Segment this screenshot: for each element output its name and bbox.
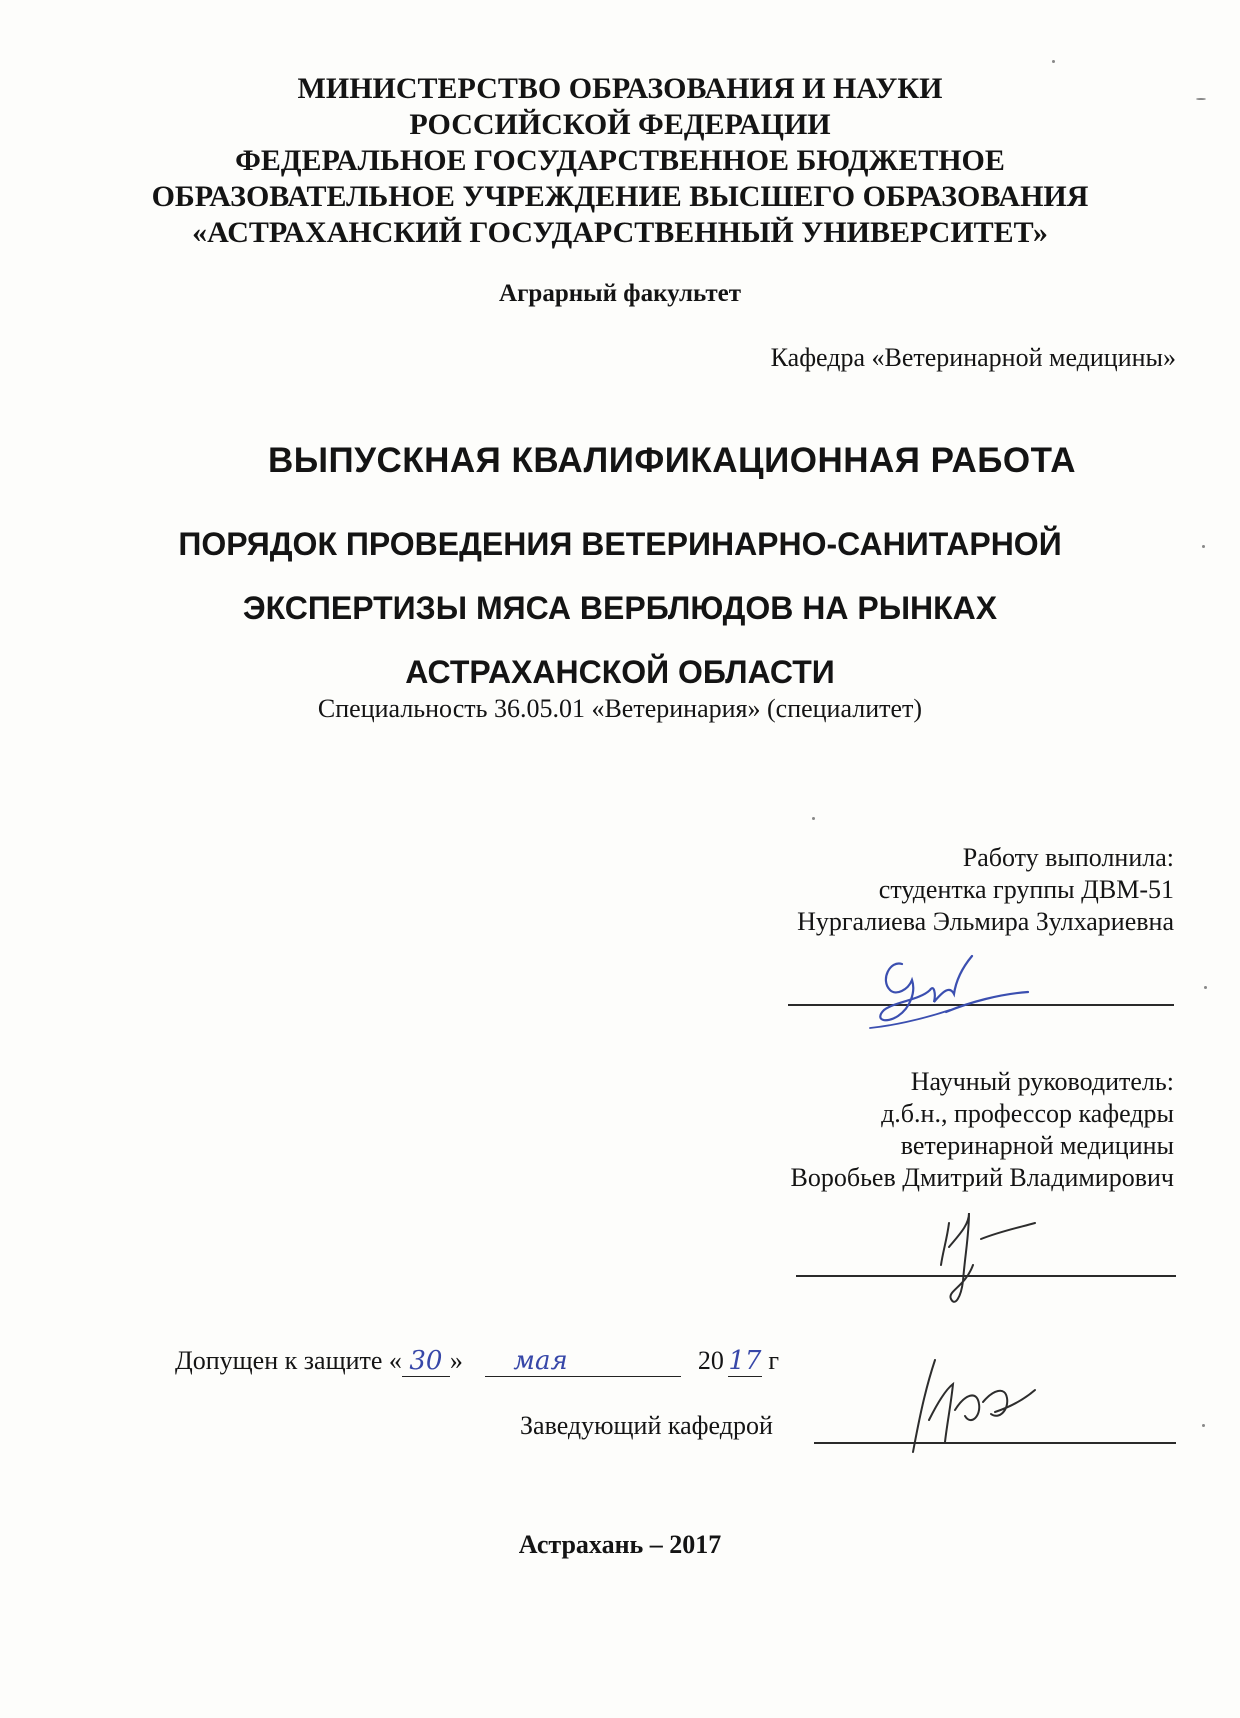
- admission-year-unit: г: [768, 1346, 780, 1375]
- topic-line-3: АСТРАХАНСКОЙ ОБЛАСТИ: [405, 654, 835, 690]
- ministry-line-1: МИНИСТЕРСТВО ОБРАЗОВАНИЯ И НАУКИ: [297, 72, 943, 105]
- author-block: [797, 842, 1174, 938]
- author-group: студентка группы ДВМ-51: [878, 875, 1174, 904]
- admission-month: мая: [485, 1346, 681, 1377]
- scan-speck: [1196, 98, 1206, 100]
- admission-year-suffix: 17: [728, 1346, 762, 1376]
- supervisor-title: д.б.н., профессор кафедры: [881, 1099, 1174, 1128]
- work-type-title: ВЫПУСКНАЯ КВАЛИФИКАЦИОННАЯ РАБОТА: [268, 441, 1077, 480]
- admission-quote-close: »: [449, 1346, 463, 1375]
- supervisor-dept: ветеринарной медицины: [900, 1131, 1174, 1160]
- author-signature: [850, 950, 1030, 1040]
- scan-speck: [1202, 1424, 1205, 1427]
- institution-line-1: ФЕДЕРАЛЬНОЕ ГОСУДАРСТВЕННОЕ БЮДЖЕТНОЕ: [235, 144, 1005, 177]
- admission-year-prefix: 20: [697, 1346, 724, 1375]
- specialty: Специальность 36.05.01 «Ветеринария» (специалитет): [317, 694, 923, 723]
- head-signature: [895, 1350, 1045, 1460]
- scan-speck: [1052, 60, 1055, 63]
- supervisor-block: [791, 1066, 1175, 1194]
- admission-line: [175, 1346, 779, 1377]
- supervisor-label: Научный руководитель:: [910, 1067, 1174, 1096]
- admission-prefix: Допущен к защите «: [175, 1346, 402, 1375]
- faculty: Аграрный факультет: [499, 280, 741, 307]
- topic-line-1: ПОРЯДОК ПРОВЕДЕНИЯ ВЕТЕРИНАРНО-САНИТАРНОЙ: [178, 526, 1062, 562]
- university-name: «АСТРАХАНСКИЙ ГОСУДАРСТВЕННЫЙ УНИВЕРСИТЕТ»: [192, 216, 1048, 249]
- head-of-department-label: Заведующий кафедрой: [520, 1411, 773, 1440]
- topic-line-2: ЭКСПЕРТИЗЫ МЯСА ВЕРБЛЮДОВ НА РЫНКАХ: [242, 590, 998, 626]
- scan-speck: [812, 817, 815, 820]
- city-year: Астрахань – 2017: [518, 1530, 722, 1559]
- admission-day: 30: [402, 1346, 450, 1377]
- supervisor-name: Воробьев Дмитрий Владимирович: [790, 1163, 1174, 1192]
- scan-speck: [1202, 545, 1205, 548]
- author-name: Нургалиева Эльмира Зулхариевна: [797, 907, 1174, 936]
- institution-line-2: ОБРАЗОВАТЕЛЬНОЕ УЧРЕЖДЕНИЕ ВЫСШЕГО ОБРАЗОВАНИЯ: [151, 180, 1089, 213]
- author-label: Работу выполнила:: [962, 843, 1174, 872]
- ministry-line-2: РОССИЙСКОЙ ФЕДЕРАЦИИ: [409, 108, 831, 141]
- scan-speck: [1204, 986, 1207, 989]
- supervisor-signature: [925, 1195, 1045, 1315]
- department: Кафедра «Ветеринарной медицины»: [770, 343, 1176, 372]
